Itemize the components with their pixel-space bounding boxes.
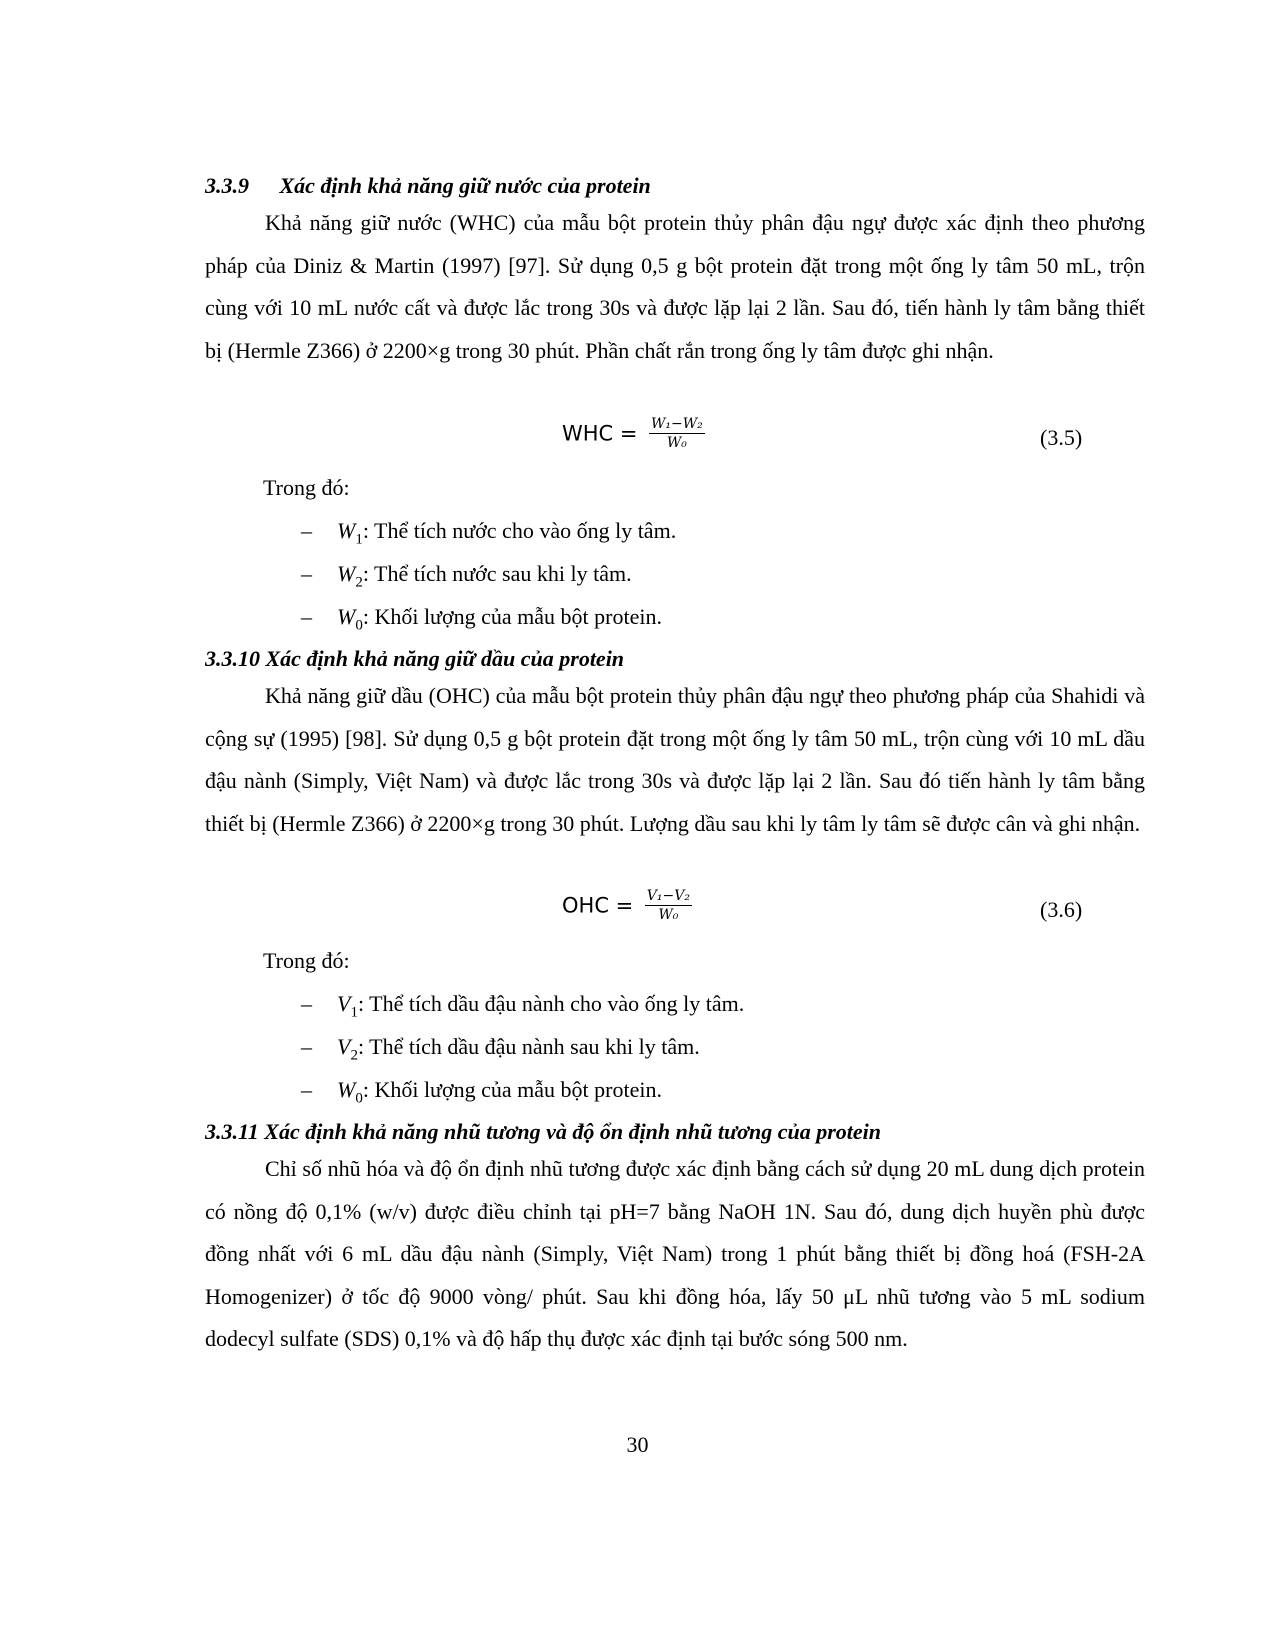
equation-fraction [645,888,692,923]
equation-numerator: V₁−V₂ [646,888,690,904]
paragraph-whc: Khả năng giữ nước (WHC) của mẫu bột protein thủy phân đậu ngự được xác định theo phương pháp của Diniz & Martin (1997) [97]. Sử dụng 0,5 g bột protein đặt trong một ống ly tâm 50 mL, trộn cùng với 10 mL nước cất và được lắc trong 30s và được lặp lại 2 lần. Sau đó, tiến hành ly tâm bằng thiết bị (Hermle Z366) ở 2200×g trong 30 phút. Phần chất rắn trong ống ly tâm được ghi nhận. [205,210,1145,363]
equation-lhs: OHC = [562,893,634,918]
section-title: Xác định khả năng giữ nước của protein [279,173,651,198]
list-item: – $W_0$: Khối lượng của mẫu bột protein. [301,604,662,634]
section-title: Xác định khả năng giữ dầu của protein [265,646,625,671]
section-title: Xác định khả năng nhũ tương và độ ổn định nhũ tương của protein [264,1119,881,1144]
where-label: Trong đó: [263,475,350,500]
section-number: 3.3.10 [205,646,260,671]
variable: $W_1$ [337,518,363,548]
section-number: 3.3.11 [205,1119,259,1144]
equation-whc [562,416,705,451]
where-label: Trong đó: [263,948,350,973]
variable: $W_0$ [337,604,363,634]
equation-denominator: W₀ [658,907,679,923]
list-item: – $W_1$: Thể tích nước cho vào ống ly tâm. [301,518,677,548]
equation-number: (3.5) [1040,425,1083,450]
paragraph-emulsion: Chỉ số nhũ hóa và độ ổn định nhũ tương được xác định bằng cách sử dụng 20 mL dung dịch protein có nồng độ 0,1% (w/v) được điều chỉnh tại pH=7 bằng NaOH 1N. Sau đó, dung dịch huyền phù được đồng nhất với 6 mL dầu đậu nành (Simply, Việt Nam) trong 1 phút bằng thiết bị đồng hoá (FSH-2A Homogenizer) ở tốc độ 9000 vòng/ phút. Sau khi đồng hóa, lấy 50 μL nhũ tương vào 5 mL sodium dodecyl sulfate (SDS) 0,1% và độ hấp thụ được xác định tại bước sóng 500 nm. [205,1156,1145,1351]
section-heading-3-3-10 [205,646,624,672]
equation-fraction [649,416,705,451]
list-item: – $V_2$: Thể tích dầu đậu nành sau khi ly tâm. [301,1034,700,1064]
section-heading-3-3-11 [205,1119,881,1145]
variable: $W_2$ [337,561,363,591]
equation-numerator: W₁−W₂ [651,416,703,432]
equation-number: (3.6) [1040,897,1083,922]
variable: $V_1$ [337,991,358,1021]
equation-denominator: W₀ [666,435,687,451]
section-number: 3.3.9 [205,173,249,198]
list-item: – $W_2$: Thể tích nước sau khi ly tâm. [301,561,632,591]
variable: $V_2$ [337,1034,358,1064]
list-item: – $W_0$: Khối lượng của mẫu bột protein. [301,1077,662,1107]
list-item: – $V_1$: Thể tích dầu đậu nành cho vào ống ly tâm. [301,991,745,1021]
page-number: 30 [626,1432,649,1457]
variable: $W_0$ [337,1077,363,1107]
equation-lhs: WHC = [562,421,638,446]
equation-ohc [562,888,692,923]
paragraph-ohc: Khả năng giữ dầu (OHC) của mẫu bột protein thủy phân đậu ngự theo phương pháp của Shahidi và cộng sự (1995) [98]. Sử dụng 0,5 g bột protein đặt trong một ống ly tâm 50 mL, trộn cùng với 10 mL dầu đậu nành (Simply, Việt Nam) và được lắc trong 30s và được lặp lại 2 lần. Sau đó tiến hành ly tâm bằng thiết bị (Hermle Z366) ở 2200×g trong 30 phút. Lượng dầu sau khi ly tâm ly tâm sẽ được cân và ghi nhận. [205,683,1145,836]
section-heading-3-3-9 [205,173,651,199]
